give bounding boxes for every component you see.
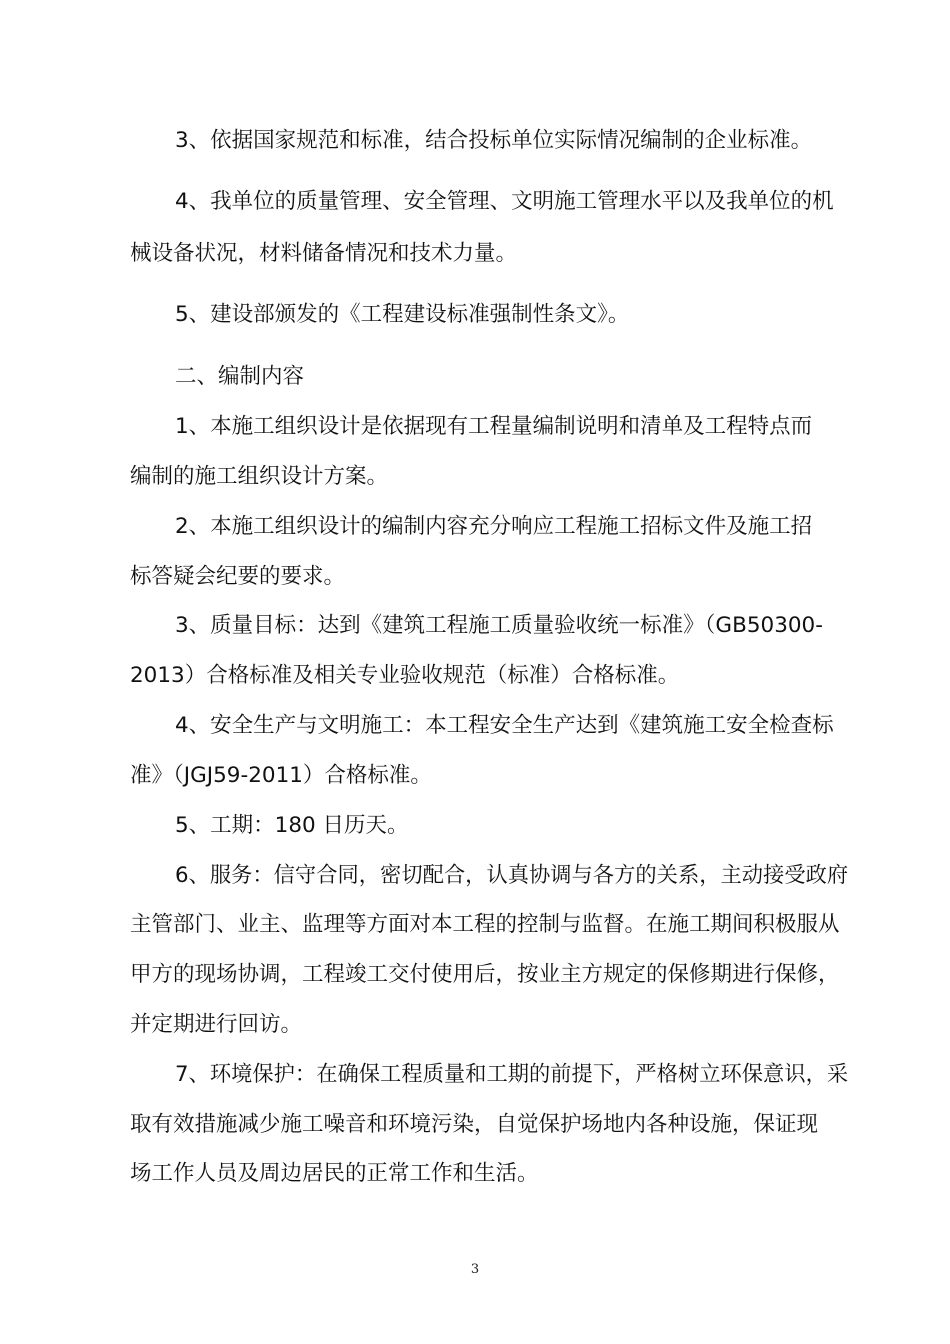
text-line: 5、工期：180 日历天。 (175, 813, 409, 838)
text-line: 4、安全生产与文明施工：本工程安全生产达到《建筑施工安全检查标 (175, 713, 834, 738)
section-heading: 二、编制内容 (175, 364, 305, 389)
text-line: 1、本施工组织设计是依据现有工程量编制说明和清单及工程特点而 (175, 414, 813, 439)
text-line: 取有效措施减少施工噪音和环境污染，自觉保护场地内各种设施，保证现 (130, 1112, 819, 1137)
text-line: 准》（JGJ59-2011）合格标准。 (130, 763, 432, 788)
text-line: 并定期进行回访。 (130, 1012, 303, 1037)
text-line: 甲方的现场协调，工程竣工交付使用后，按业主方规定的保修期进行保修， (130, 962, 840, 987)
text-line: 2、本施工组织设计的编制内容充分响应工程施工招标文件及施工招 (175, 514, 813, 539)
text-line: 编制的施工组织设计方案。 (130, 464, 389, 489)
text-line: 2013）合格标准及相关专业验收规范（标准）合格标准。 (130, 663, 680, 688)
text-line: 7、环境保护：在确保工程质量和工期的前提下，严格树立环保意识，采 (175, 1062, 849, 1087)
text-line: 6、服务：信守合同，密切配合，认真协调与各方的关系，主动接受政府 (175, 863, 849, 888)
text-line: 主管部门、业主、监理等方面对本工程的控制与监督。在施工期间积极服从 (130, 912, 840, 937)
page-number: 3 (470, 1262, 480, 1277)
text-line: 场工作人员及周边居民的正常工作和生活。 (130, 1161, 539, 1186)
text-line: 械设备状况，材料储备情况和技术力量。 (130, 241, 518, 266)
text-line: 标答疑会纪要的要求。 (130, 564, 346, 589)
text-line: 3、依据国家规范和标准，结合投标单位实际情况编制的企业标准。 (175, 128, 813, 153)
text-line: 5、建设部颁发的《工程建设标准强制性条文》。 (175, 302, 630, 327)
text-line: 3、质量目标：达到《建筑工程施工质量验收统一标准》（GB50300- (175, 613, 823, 638)
text-line: 4、我单位的质量管理、安全管理、文明施工管理水平以及我单位的机 (175, 189, 834, 214)
